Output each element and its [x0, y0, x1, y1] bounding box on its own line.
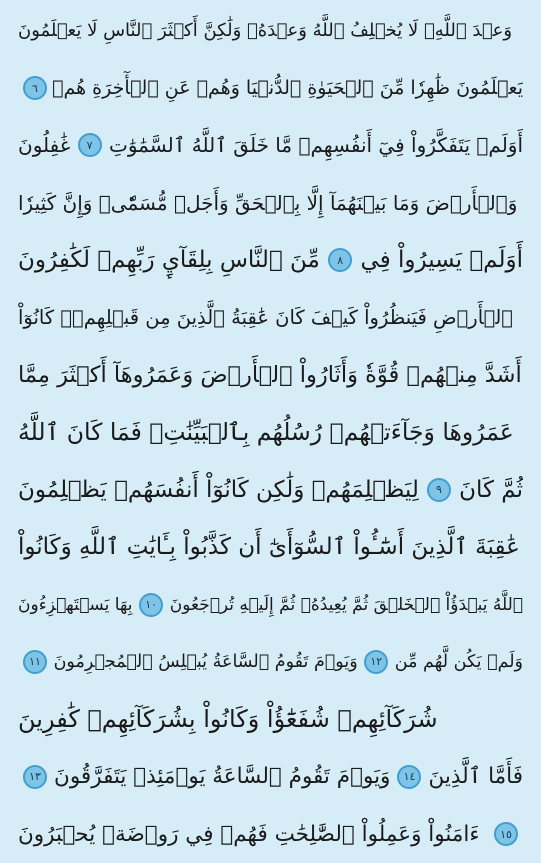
verse-number-marker: ١٢ [364, 650, 388, 674]
verse-text: غَٰفِلُونَ [18, 133, 71, 158]
verse-number-marker: ١٣ [23, 765, 47, 789]
verse-text: وَلَمۡ يَكُن لَّهُم مِّن [394, 651, 523, 672]
text-line [18, 576, 523, 633]
verse-text: ثُمَّ كَانَ [459, 476, 523, 503]
verse-text: وَعۡدَ ٱللَّهِۖ لَا يُخۡلِفُ ٱللَّهُ وَعۡدَهُۥ وَلَٰكِنَّ أَكۡثَرَ ٱلنَّاسِ لَا يَعۡلَمُونَ [18, 20, 513, 42]
verse-text: فَأَمَّا ٱلَّذِينَ [428, 764, 523, 790]
verse-number-marker: ٩ [427, 478, 451, 502]
verse-text: عَمَرُوهَا وَجَآءَتۡهُمۡ رُسُلُهُم بِٱلۡبَيِّنَٰتِۖ فَمَا كَانَ ٱللَّهُ [18, 418, 514, 447]
text-line [18, 805, 523, 862]
verse-number-marker: ١٥ [494, 822, 518, 846]
verse-text: وَيَوۡمَ تَقُومُ ٱلسَّاعَةُ يُبۡلِسُ ٱلۡمُجۡرِمُونَ [53, 651, 358, 672]
verse-number-marker: ٦ [23, 76, 47, 100]
verse-text: أَوَلَمۡ يَسِيرُواْ فِي [360, 247, 523, 274]
verse-text: ٱللَّهُ يَبۡدَؤُاْ ٱلۡخَلۡقَ ثُمَّ يُعِيدُهُۥ ثُمَّ إِلَيۡهِ تُرۡجَعُونَ [169, 594, 523, 615]
verse-number-marker: ٨ [328, 248, 352, 272]
verse-number-marker: ١٤ [397, 765, 421, 789]
text-line [18, 748, 523, 805]
verse-number-marker: ١٠ [139, 593, 163, 617]
verse-text: بِهَا يَسۡتَهۡزِءُونَ [18, 594, 133, 615]
verse-text: وَٱلۡأَرۡضَ وَمَا بَيۡنَهُمَآ إِلَّا بِٱلۡحَقِّ وَأَجَلٖ مُّسَمّٗىۗ وَإِنَّ كَثِيرٗا [18, 190, 518, 215]
text-line [18, 346, 523, 403]
verse-text: أَوَلَمۡ يَتَفَكَّرُواْ فِيٓ أَنفُسِهِمۗ مَّا خَلَقَ ٱللَّهُ ٱلسَّمَٰوَٰتِ [109, 133, 523, 158]
verse-number-marker: ٧ [78, 133, 102, 157]
text-line [18, 404, 523, 461]
text-line [18, 519, 523, 576]
text-line [18, 232, 523, 289]
text-line [18, 289, 523, 346]
text-line [18, 174, 523, 231]
verse-text: وَيَوۡمَ تَقُومُ ٱلسَّاعَةُ يَوۡمَئِذٖ يَتَفَرَّقُونَ [54, 764, 391, 790]
verse-text: أَشَدَّ مِنۡهُمۡ قُوَّةٗ وَأَثَارُواْ ٱلۡأَرۡضَ وَعَمَرُوهَآ أَكۡثَرَ مِمَّا [18, 362, 522, 389]
verse-text: يَعۡلَمُونَ ظَٰهِرٗا مِّنَ ٱلۡحَيَوٰةِ ٱلدُّنۡيَا وَهُمۡ عَنِ ٱلۡأٓخِرَةِ هُمۡ [52, 77, 523, 100]
verse-text: ءَامَنُواْ وَعَمِلُواْ ٱلصَّٰلِحَٰتِ فَهُمۡ فِي رَوۡضَةٖ يُحۡبَرُونَ [18, 821, 480, 847]
text-line [18, 117, 523, 174]
text-line [18, 2, 523, 59]
verse-text: شُرَكَآئِهِمۡ شُفَعَٰٓؤُاْ وَكَانُواْ بِشُرَكَآئِهِمۡ كَٰفِرِينَ [18, 705, 438, 734]
text-line [18, 633, 523, 690]
verse-text: لِيَظۡلِمَهُمۡ وَلَٰكِن كَانُوٓاْ أَنفُسَهُمۡ يَظۡلِمُونَ [18, 476, 419, 503]
verse-number-marker: ١١ [23, 650, 47, 674]
verse-text: عَٰقِبَةَ ٱلَّذِينَ أَسَٰٓـُٔواْ ٱلسُّوٓأَىٰٓ أَن كَذَّبُواْ بِـَٔايَٰتِ ٱللَّهِ وَكَانُواْ [18, 534, 520, 561]
verse-text: ٱلۡأَرۡضِ فَيَنظُرُواْ كَيۡفَ كَانَ عَٰقِبَةُ ٱلَّذِينَ مِن قَبۡلِهِمۡۚ كَانُوٓاْ [18, 306, 514, 330]
text-line [18, 461, 523, 518]
verse-text: مِّنَ ٱلنَّاسِ بِلِقَآيِٕ رَبِّهِمۡ لَكَٰفِرُونَ [18, 247, 320, 274]
text-line [18, 59, 523, 116]
text-line [18, 691, 523, 748]
